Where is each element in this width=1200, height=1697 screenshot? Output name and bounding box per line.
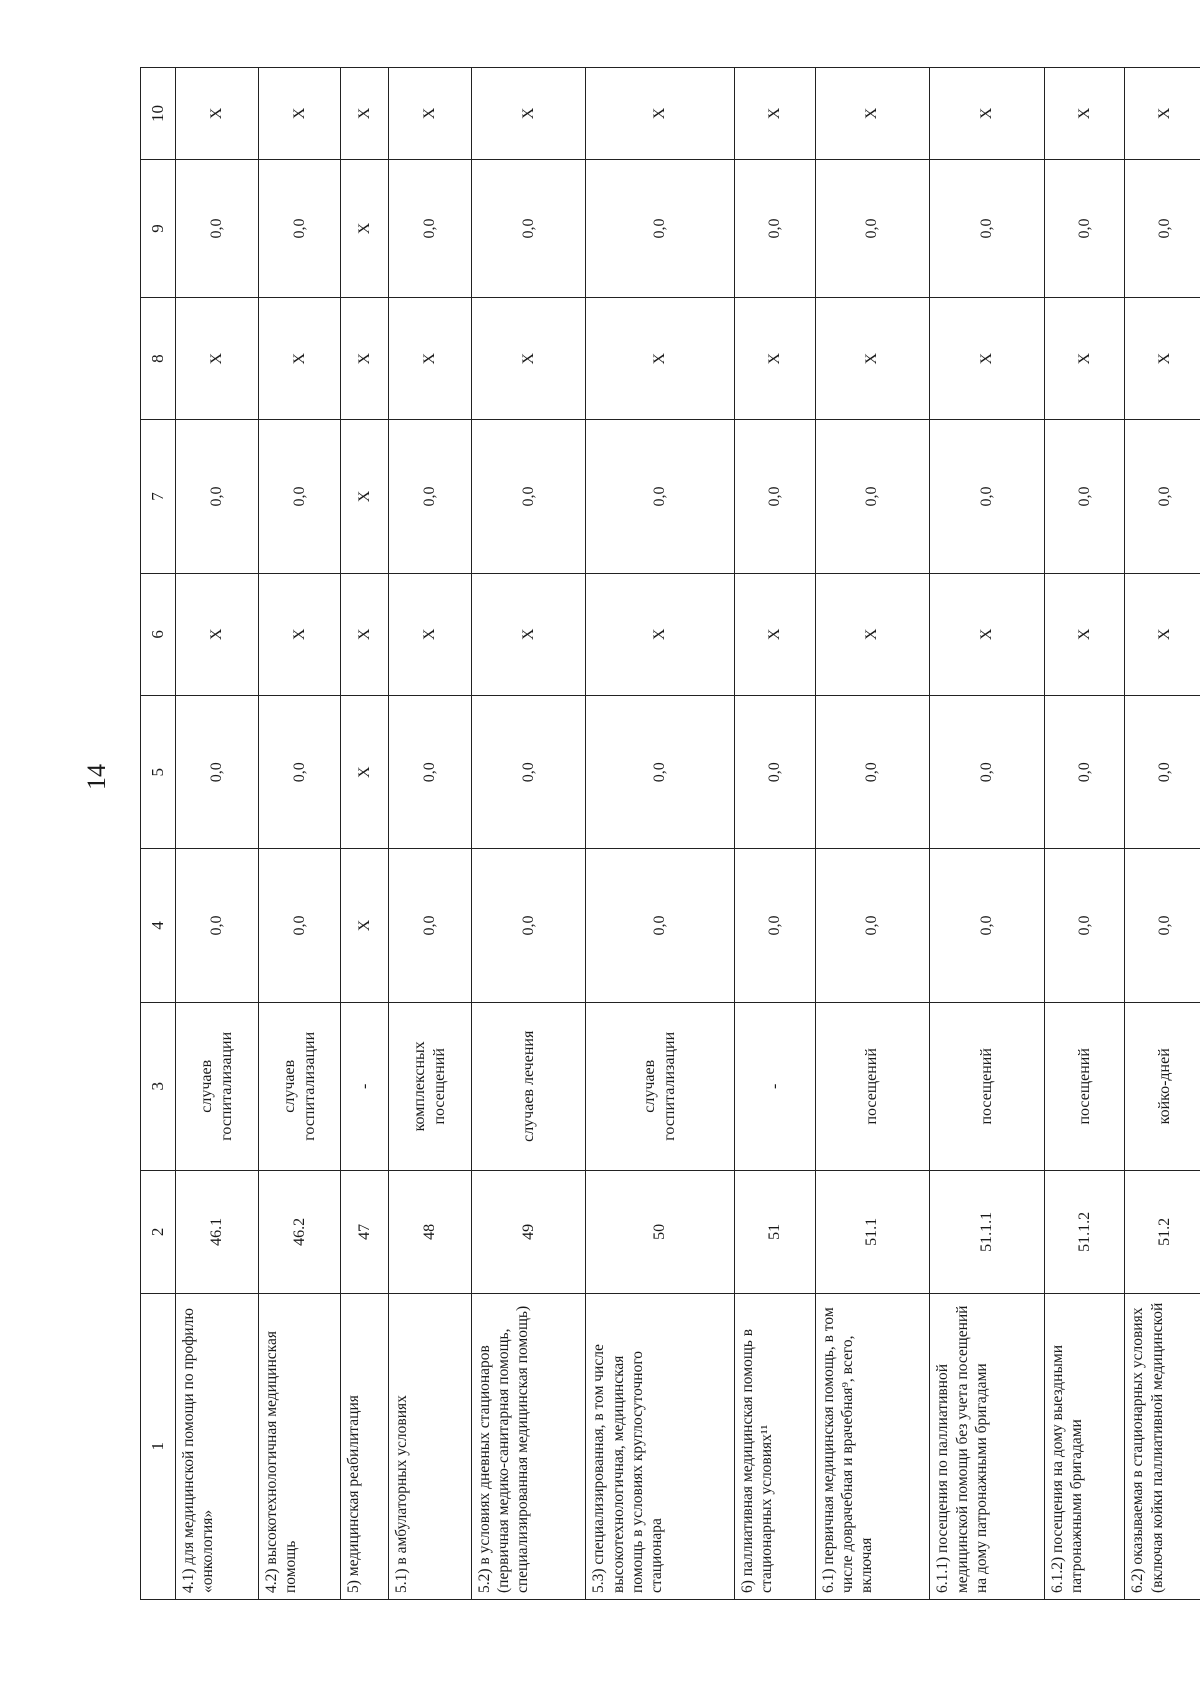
value-cell: X xyxy=(735,297,816,420)
unit-cell: койко-дней xyxy=(1125,1002,1200,1171)
value-cell: 0,0 xyxy=(930,849,1045,1002)
row-name-cell: 6.1) первичная медицинская помощь, в том числе доврачебная и врачебная⁹, всего, включая xyxy=(815,1293,930,1599)
column-header: 7 xyxy=(141,420,176,573)
value-cell: 0,0 xyxy=(1125,696,1200,849)
table-row xyxy=(815,68,930,1600)
value-cell: 0,0 xyxy=(388,160,471,298)
column-header: 9 xyxy=(141,160,176,298)
value-cell: 0,0 xyxy=(176,696,259,849)
unit-cell: - xyxy=(341,1002,389,1171)
value-cell: 0,0 xyxy=(1125,420,1200,573)
value-cell: 0,0 xyxy=(930,696,1045,849)
value-cell: X xyxy=(930,573,1045,696)
value-cell: X xyxy=(341,297,389,420)
unit-cell: случаев лечения xyxy=(471,1002,586,1171)
value-cell: X xyxy=(258,68,341,160)
value-cell: X xyxy=(735,68,816,160)
value-cell: 0,0 xyxy=(258,160,341,298)
value-cell: X xyxy=(586,297,735,420)
unit-cell: посещений xyxy=(815,1002,930,1171)
value-cell: X xyxy=(176,68,259,160)
value-cell: 0,0 xyxy=(388,696,471,849)
row-code-cell: 51 xyxy=(735,1171,816,1294)
value-cell: X xyxy=(815,573,930,696)
value-cell: X xyxy=(1125,68,1200,160)
document-table xyxy=(140,67,1200,1600)
unit-cell: случаев госпитализации xyxy=(586,1002,735,1171)
unit-cell: случаев госпитализации xyxy=(176,1002,259,1171)
value-cell: X xyxy=(341,420,389,573)
value-cell: 0,0 xyxy=(258,696,341,849)
value-cell: X xyxy=(1044,573,1125,696)
unit-cell: посещений xyxy=(930,1002,1045,1171)
value-cell: X xyxy=(471,68,586,160)
value-cell: 0,0 xyxy=(388,849,471,1002)
column-header: 2 xyxy=(141,1171,176,1294)
table-row xyxy=(1044,68,1125,1600)
value-cell: 0,0 xyxy=(930,420,1045,573)
value-cell: X xyxy=(1044,68,1125,160)
column-header: 6 xyxy=(141,573,176,696)
value-cell: 0,0 xyxy=(258,849,341,1002)
row-name-cell: 5) медицинская реабилитация xyxy=(341,1293,389,1599)
value-cell: X xyxy=(341,160,389,298)
value-cell: 0,0 xyxy=(388,420,471,573)
header-row xyxy=(141,68,176,1600)
value-cell: 0,0 xyxy=(586,696,735,849)
value-cell: 0,0 xyxy=(1125,849,1200,1002)
table-row xyxy=(735,68,816,1600)
row-name-cell: 5.3) специализированная, в том числе высокотехнологичная, медицинская помощь в условиях круглосуточного стационара xyxy=(586,1293,735,1599)
row-code-cell: 51.1 xyxy=(815,1171,930,1294)
row-name-cell: 6) паллиативная медицинская помощь в стационарных условиях¹¹ xyxy=(735,1293,816,1599)
row-name-cell: 5.1) в амбулаторных условиях xyxy=(388,1293,471,1599)
table-row xyxy=(388,68,471,1600)
value-cell: 0,0 xyxy=(735,849,816,1002)
document-table-rotated xyxy=(140,67,1200,1600)
unit-cell: комплексных посещений xyxy=(388,1002,471,1171)
value-cell: X xyxy=(471,573,586,696)
value-cell: 0,0 xyxy=(815,420,930,573)
value-cell: 0,0 xyxy=(735,160,816,298)
row-code-cell: 50 xyxy=(586,1171,735,1294)
row-code-cell: 46.1 xyxy=(176,1171,259,1294)
row-code-cell: 46.2 xyxy=(258,1171,341,1294)
value-cell: X xyxy=(388,297,471,420)
value-cell: 0,0 xyxy=(815,160,930,298)
value-cell: 0,0 xyxy=(735,420,816,573)
row-code-cell: 51.1.1 xyxy=(930,1171,1045,1294)
row-name-cell: 5.2) в условиях дневных стационаров (первичная медико-санитарная помощь, специализированная медицинская помощь) xyxy=(471,1293,586,1599)
value-cell: 0,0 xyxy=(176,420,259,573)
row-name-cell: 4.2) высокотехнологичная медицинская помощь xyxy=(258,1293,341,1599)
value-cell: X xyxy=(586,573,735,696)
value-cell: X xyxy=(341,68,389,160)
value-cell: X xyxy=(388,573,471,696)
value-cell: 0,0 xyxy=(176,160,259,298)
value-cell: 0,0 xyxy=(586,160,735,298)
unit-cell: - xyxy=(735,1002,816,1171)
row-code-cell: 48 xyxy=(388,1171,471,1294)
value-cell: 0,0 xyxy=(176,849,259,1002)
value-cell: 0,0 xyxy=(471,696,586,849)
value-cell: X xyxy=(930,297,1045,420)
table-row xyxy=(930,68,1045,1600)
value-cell: X xyxy=(388,68,471,160)
column-header: 5 xyxy=(141,696,176,849)
table-row xyxy=(586,68,735,1600)
row-name-cell: 6.1.2) посещения на дому выездными патронажными бригадами xyxy=(1044,1293,1125,1599)
column-header: 3 xyxy=(141,1002,176,1171)
value-cell: 0,0 xyxy=(815,696,930,849)
table-body xyxy=(176,68,1200,1600)
value-cell: X xyxy=(815,68,930,160)
value-cell: 0,0 xyxy=(930,160,1045,298)
table-row xyxy=(471,68,586,1600)
value-cell: X xyxy=(176,573,259,696)
value-cell: X xyxy=(930,68,1045,160)
value-cell: 0,0 xyxy=(471,420,586,573)
value-cell: X xyxy=(341,849,389,1002)
column-header: 4 xyxy=(141,849,176,1002)
value-cell: X xyxy=(586,68,735,160)
table-row xyxy=(176,68,259,1600)
row-name-cell: 4.1) для медицинской помощи по профилю «онкология» xyxy=(176,1293,259,1599)
value-cell: X xyxy=(1044,297,1125,420)
value-cell: 0,0 xyxy=(1044,160,1125,298)
table-row xyxy=(1125,68,1200,1600)
page-number: 14 xyxy=(82,764,111,790)
value-cell: X xyxy=(258,573,341,696)
value-cell: 0,0 xyxy=(1044,849,1125,1002)
table-row xyxy=(341,68,389,1600)
column-header: 8 xyxy=(141,297,176,420)
value-cell: 0,0 xyxy=(1044,420,1125,573)
row-code-cell: 51.2 xyxy=(1125,1171,1200,1294)
row-name-cell: 6.2) оказываемая в стационарных условиях (включая койки паллиативной медицинской xyxy=(1125,1293,1200,1599)
column-header: 10 xyxy=(141,68,176,160)
row-name-cell: 6.1.1) посещения по паллиативной медицинской помощи без учета посещений на дому патронажными бригадами xyxy=(930,1293,1045,1599)
value-cell: 0,0 xyxy=(586,849,735,1002)
value-cell: X xyxy=(471,297,586,420)
value-cell: X xyxy=(341,696,389,849)
value-cell: 0,0 xyxy=(735,696,816,849)
table-row xyxy=(258,68,341,1600)
column-header: 1 xyxy=(141,1293,176,1599)
row-code-cell: 51.1.2 xyxy=(1044,1171,1125,1294)
value-cell: 0,0 xyxy=(586,420,735,573)
unit-cell: посещений xyxy=(1044,1002,1125,1171)
value-cell: 0,0 xyxy=(1125,160,1200,298)
value-cell: 0,0 xyxy=(471,160,586,298)
value-cell: 0,0 xyxy=(471,849,586,1002)
value-cell: X xyxy=(341,573,389,696)
row-code-cell: 47 xyxy=(341,1171,389,1294)
value-cell: X xyxy=(815,297,930,420)
value-cell: 0,0 xyxy=(1044,696,1125,849)
value-cell: 0,0 xyxy=(258,420,341,573)
row-code-cell: 49 xyxy=(471,1171,586,1294)
value-cell: X xyxy=(1125,573,1200,696)
value-cell: X xyxy=(258,297,341,420)
value-cell: X xyxy=(176,297,259,420)
value-cell: X xyxy=(1125,297,1200,420)
value-cell: 0,0 xyxy=(815,849,930,1002)
value-cell: X xyxy=(735,573,816,696)
unit-cell: случаев госпитализации xyxy=(258,1002,341,1171)
